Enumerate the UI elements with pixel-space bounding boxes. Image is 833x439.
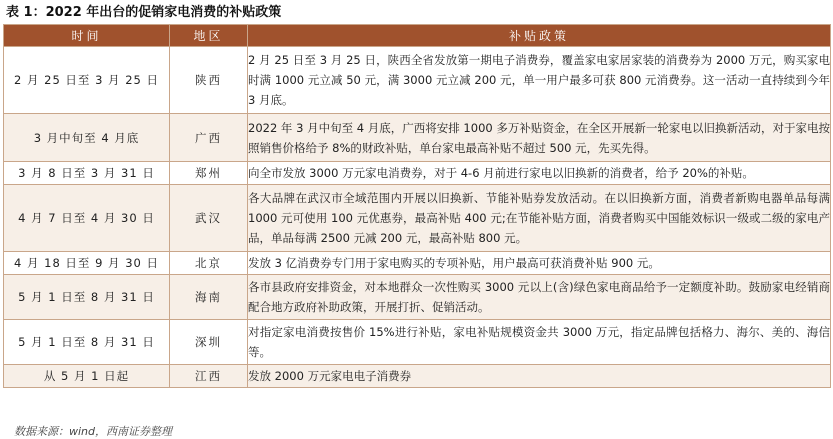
row-time: 2 月 25 日至 3 月 25 日 (4, 47, 170, 114)
table-row (4, 114, 831, 162)
table-row (4, 365, 831, 388)
row-region: 陕西 (170, 47, 248, 114)
row-time: 3 月中旬至 4 月底 (4, 114, 170, 162)
row-region: 江西 (170, 365, 248, 388)
row-time: 4 月 18 日至 9 月 30 日 (4, 252, 170, 275)
header-policy: 补贴政策 (248, 25, 831, 47)
table-row (4, 47, 831, 114)
row-region: 北京 (170, 252, 248, 275)
row-policy: 各大品牌在武汉市全域范围内开展以旧换新、节能补贴券发放活动。在以旧换新方面，消费者新购电器单品每满 1000 元可使用 100 元优惠券，最高补贴 400 元;在节能补贴方面，消费者购买中国能效标识一级或二级的家电产品，单品每满 2500 元减 200 元，最高补贴 800 元。 (248, 185, 831, 252)
row-time: 5 月 1 日至 8 月 31 日 (4, 320, 170, 365)
table-row (4, 185, 831, 252)
subsidy-policy-table (3, 24, 831, 388)
table-header-row (4, 25, 831, 47)
data-source-note: 数据来源：wind，西南证券整理 (14, 425, 173, 438)
row-time: 从 5 月 1 日起 (4, 365, 170, 388)
table-row (4, 275, 831, 320)
row-time: 5 月 1 日至 8 月 31 日 (4, 275, 170, 320)
row-time: 4 月 7 日至 4 月 30 日 (4, 185, 170, 252)
row-time: 3 月 8 日至 3 月 31 日 (4, 162, 170, 185)
row-policy: 对指定家电消费按售价 15%进行补贴，家电补贴规模资金共 3000 万元，指定品牌包括格力、海尔、美的、海信等。 (248, 320, 831, 365)
row-policy: 2 月 25 日至 3 月 25 日，陕西全省发放第一期电子消费券，覆盖家电家居家装的消费券为 2000 万元，购买家电时满 1000 元立减 50 元，满 3000 元立减 200 元，单一用户最多可获 800 元消费券。这一活动一直持续到今年 3 月底。 (248, 47, 831, 114)
table-row (4, 320, 831, 365)
row-region: 郑州 (170, 162, 248, 185)
header-region: 地区 (170, 25, 248, 47)
row-policy: 各市县政府安排资金，对本地群众一次性购买 3000 元以上(含)绿色家电商品给予一定额度补助。鼓励家电经销商配合地方政府补助政策，开展打折、促销活动。 (248, 275, 831, 320)
row-region: 海南 (170, 275, 248, 320)
row-policy: 2022 年 3 月中旬至 4 月底，广西将安排 1000 多万补贴资金，在全区开展新一轮家电以旧换新活动，对于家电按照销售价格给予 8%的财政补贴，单台家电最高补贴不超过 500 元，先买先得。 (248, 114, 831, 162)
table-title: 表 1：2022 年出台的促销家电消费的补贴政策 (6, 5, 282, 20)
header-time: 时间 (4, 25, 170, 47)
row-region: 深圳 (170, 320, 248, 365)
table-row (4, 162, 831, 185)
table-row (4, 252, 831, 275)
row-policy: 向全市发放 3000 万元家电消费券，对于 4-6 月前进行家电以旧换新的消费者，给予 20%的补贴。 (248, 162, 831, 185)
row-policy: 发放 2000 万元家电电子消费券 (248, 365, 831, 388)
row-region: 广西 (170, 114, 248, 162)
row-policy: 发放 3 亿消费券专门用于家电购买的专项补贴，用户最高可获消费补贴 900 元。 (248, 252, 831, 275)
row-region: 武汉 (170, 185, 248, 252)
